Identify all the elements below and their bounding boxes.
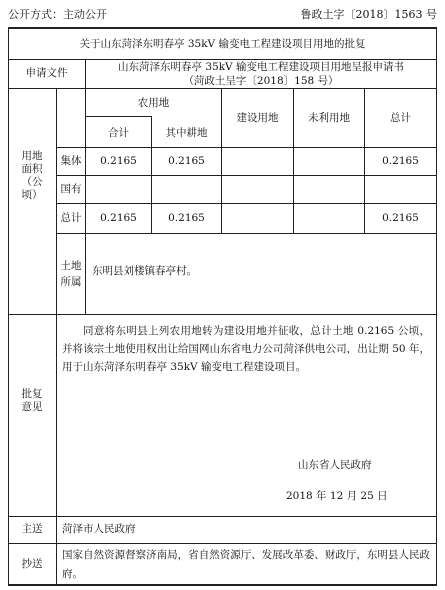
rule-side-label-divider (56, 88, 57, 314)
location-label: 土地所属 (60, 260, 82, 288)
header-total: 总计 (390, 112, 411, 124)
rule-header-bottom (56, 147, 437, 148)
approval-text: 同意将东明县上列农用地转为建设用地并征收，总计土地 0.2165 公顷，并将该宗土地使用权出让给国网山东省电力公司菏泽供电公司，出让期 50 年，用于山东菏泽东明春亭 35kV 输变电工程建设项目。 (62, 325, 430, 373)
right-border (436, 27, 437, 586)
row-label-collective: 集体 (60, 155, 82, 167)
cell-collective-arable: 0.2165 (168, 155, 205, 167)
cell-collective-total: 0.2165 (382, 155, 419, 167)
cell-total-total: 0.2165 (382, 212, 419, 224)
header-construction: 建设用地 (236, 112, 279, 124)
left-border (8, 27, 9, 586)
main-recipient-label: 主送 (21, 523, 43, 535)
application-label: 申请文件 (25, 67, 68, 79)
application-line2: （菏政土呈字〔2018〕158 号） (183, 75, 339, 87)
row-label-total: 总计 (60, 212, 82, 224)
cell-total-farmland: 0.2165 (100, 212, 137, 224)
cc-label: 抄送 (21, 558, 43, 570)
rule-unused-left (293, 88, 294, 234)
header-farmland: 农用地 (137, 97, 170, 109)
top-rule (8, 27, 437, 29)
cell-collective-farmland: 0.2165 (100, 155, 137, 167)
approval-signer: 山东省人民政府 (298, 459, 372, 471)
approval-date: 2018 年 12 月 25 日 (286, 490, 388, 502)
rule-farmland-split (85, 116, 151, 117)
main-recipient-value: 菏泽市人民政府 (62, 523, 136, 535)
rule-approval-bottom (8, 516, 437, 517)
bottom-rule (8, 584, 437, 586)
rule-total-bottom (56, 233, 437, 234)
rule-state-bottom (56, 203, 437, 204)
header-unused: 未利用地 (308, 112, 350, 124)
header-farmland-arable: 其中耕地 (165, 127, 208, 139)
area-side-label: 用地面积（公顷） (21, 150, 43, 201)
rule-collective-bottom (56, 175, 437, 176)
document-number: 鲁政土字〔2018〕1563 号 (300, 8, 437, 21)
rule-lower-divider (56, 314, 57, 585)
cell-total-arable: 0.2165 (168, 212, 205, 224)
header-farmland-total: 合计 (108, 127, 129, 139)
document-title: 关于山东菏泽东明春亭 35kV 输变电工程建设项目用地的批复 (79, 38, 366, 50)
disclosure-mode: 公开方式：主动公开 (8, 8, 107, 21)
cc-value: 国家自然资源督察济南局，省自然资源厅、发展改革委、财政厅，东明县人民政府。 (62, 549, 430, 580)
rule-location-divider (85, 233, 86, 315)
location-value: 东明县刘楼镇春亭村。 (92, 265, 197, 277)
approval-label: 批复意见 (21, 388, 43, 413)
application-line1: 山东菏泽东明春亭 35kV 输变电工程建设项目用地呈报申请书 (118, 61, 404, 73)
rule-construction-left (221, 88, 222, 234)
rule-location-bottom (8, 314, 437, 315)
rule-recipient-bottom (8, 543, 437, 544)
row-label-state: 国有 (60, 183, 82, 195)
document-header (8, 6, 437, 22)
